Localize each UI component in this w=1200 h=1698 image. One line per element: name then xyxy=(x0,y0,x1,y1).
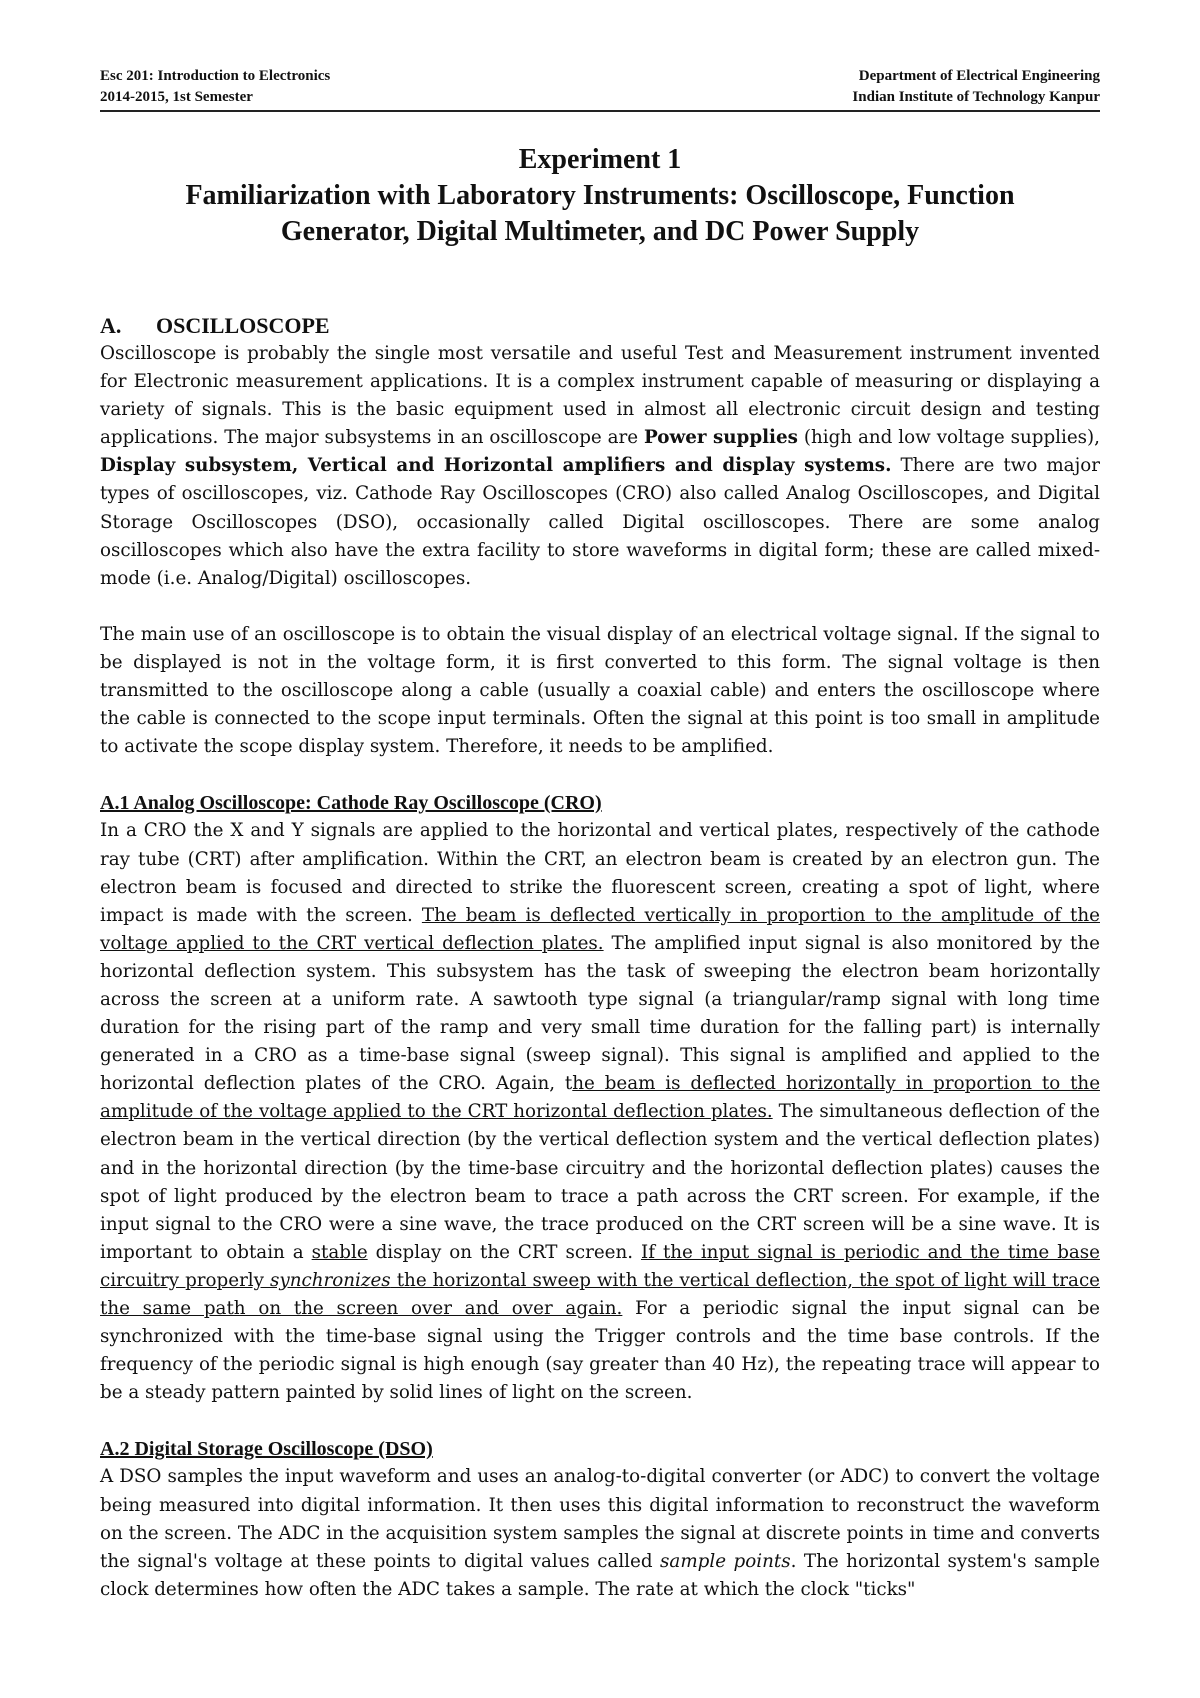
department: Department of Electrical Engineering xyxy=(858,68,1100,84)
semester: 2014-2015, 1st Semester xyxy=(100,89,253,105)
document-title xyxy=(100,142,1100,250)
subsection-heading-cro: A.1 Analog Oscilloscope: Cathode Ray Oscilloscope (CRO) xyxy=(100,792,602,815)
paragraph-cro: In a CRO the X and Y signals are applied to the horizontal and vertical plates, respectively of the cathode ray tube (CRT) after amplification. Within the CRT, an electron beam is created by an electron gun. The electron beam is focused and directed to strike the fluorescent screen, creating a spot of light, where impact is made with the screen. The beam is deflected vertically in proportion to the amplitude of the voltage applied to the CRT vertical deflection plates. The amplified input signal is also monitored by the horizontal deflection system. This subsystem has the task of sweeping the electron beam horizontally across the screen at a uniform rate. A sawtooth type signal (a triangular/ramp signal with long time duration for the rising part of the ramp and very small time duration for the falling part) is internally generated in a CRO as a time-base signal (sweep signal). This signal is amplified and applied to the horizontal deflection plates of the CRO. Again, the beam is deflected horizontally in proportion to the amplitude of the voltage applied to the CRT horizontal deflection plates. The simultaneous deflection of the electron beam in the vertical direction (by the vertical deflection system and the vertical deflection plates) and in the horizontal direction (by the time-base circuitry and the horizontal deflection plates) causes the spot of light produced by the electron beam to trace a path across the CRT screen. For example, if the input signal to the CRO were a sine wave, the trace produced on the CRT screen will be a sine wave. It is important to obtain a stable display on the CRT screen. If the input signal is periodic and the time base circuitry properly synchronizes the horizontal sweep with the vertical deflection, the spot of light will trace the same path on the screen over and over again. For a periodic signal the input signal can be synchronized with the time-base signal using the Trigger controls and the time base controls. If the frequency of the periodic signal is high enough (say greater than 40 Hz), the repeating trace will appear to be a steady pattern painted by solid lines of light on the screen. xyxy=(100,820,1101,1404)
title-line-2: Generator, Digital Multimeter, and DC Power Supply xyxy=(280,216,920,247)
paragraph-intro: Oscilloscope is probably the single most versatile and useful Test and Measurement instrument invented for Electronic measurement applications. It is a complex instrument capable of measuring or displaying a variety of signals. This is the basic equipment used in almost all electronic circuit design and testing applications. The major subsystems in an oscilloscope are Power supplies (high and low voltage supplies), Display subsystem, Vertical and Horizontal amplifiers and display systems. There are two major types of oscilloscopes, viz. Cathode Ray Oscilloscopes (CRO) also called Analog Oscilloscopes, and Digital Storage Oscilloscopes (DSO), occasionally called Digital oscilloscopes. There are some analog oscilloscopes which also have the extra facility to store waveforms in digital form; these are called mixed-mode (i.e. Analog/Digital) oscilloscopes. xyxy=(100,343,1100,589)
course-title: Esc 201: Introduction to Electronics xyxy=(100,68,331,84)
subsection-heading-dso: A.2 Digital Storage Oscilloscope (DSO) xyxy=(100,1438,433,1461)
paragraph-main-use: The main use of an oscilloscope is to obtain the visual display of an electrical voltage signal. If the signal to be displayed is not in the voltage form, it is first converted to this form. The signal voltage is then transmitted to the oscilloscope along a cable (usually a coaxial cable) and enters the oscilloscope where the cable is connected to the scope input terminals. Often the signal at this point is too small in amplitude to activate the scope display system. Therefore, it needs to be amplified. xyxy=(100,623,1100,758)
header-left xyxy=(100,66,330,108)
section-heading-oscilloscope xyxy=(100,312,1100,340)
header-right xyxy=(852,66,1100,108)
section-title: OSCILLOSCOPE xyxy=(156,313,330,338)
paragraph-dso: A DSO samples the input waveform and uses an analog-to-digital converter (or ADC) to convert the voltage being measured into digital information. It then uses this digital information to reconstruct the waveform on the screen. The ADC in the acquisition system samples the signal at discrete points in time and converts the signal's voltage at these points to digital values called sample points. The horizontal system's sample clock determines how often the ADC takes a sample. The rate at which the clock "ticks" xyxy=(100,1466,1101,1600)
section-number: A. xyxy=(100,313,122,338)
document-body xyxy=(100,312,1100,1604)
title-line-1: Familiarization with Laboratory Instruments: Oscilloscope, Function xyxy=(185,180,1015,211)
bold-display-subsystem: Display subsystem, Vertical and Horizontal amplifiers and display systems. xyxy=(100,455,892,477)
institute: Indian Institute of Technology Kanpur xyxy=(852,89,1100,105)
bold-power-supplies: Power supplies xyxy=(644,427,798,449)
experiment-number: Experiment 1 xyxy=(518,144,682,175)
header-divider xyxy=(100,110,1100,112)
